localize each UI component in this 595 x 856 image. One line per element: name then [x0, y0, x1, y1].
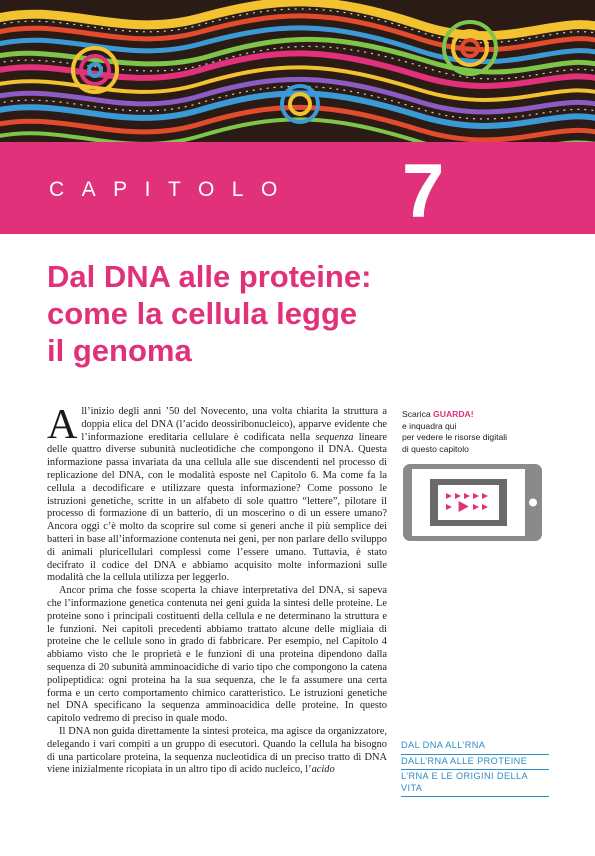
- drop-cap: A: [47, 402, 78, 448]
- topic-link-rna-proteins[interactable]: DALL’RNA ALLE PROTEINE: [401, 755, 549, 771]
- chapter-topics: [401, 739, 549, 797]
- abstract-pattern-illustration: [0, 0, 595, 142]
- guarda-line: e inquadra qui: [402, 420, 457, 431]
- intro-paragraph: All’inizio degli anni ’50 del Novecento, una volta chiarita la struttura a doppia elica del DNA (l’acido deossiribonucleico), apparve evidente che l’informazione ereditaria cellulare è codificata nella sequenza lineare delle quattro diverse subunità nucleotidiche che compongono il DNA. Questa informazione passa invariata da una cellula alle sue discendenti nel processo di replicazione del DNA, con le modalità esposte nel Capitolo 6. Ma come fa la cellula a decodificare e utilizzare questa informazione? Come possono le istruzioni genetiche, scritte in un alfabeto di sole quattro “lettere”, pilotare il processo di formazione di un batterio, di un moscerino o di un essere umano? Ancora oggi c’è molto da scoprire sul come si generi anche il più semplice dei batteri in base all’informazione contenuta nei geni, per non parlare dello sviluppo di animali pluricellulari complessi come l’essere umano. Tuttavia, è stato decifrato il codice del DNA e abbiamo acquisito molte informazioni sulle modalità che la cellula utilizza per leggerlo.: [47, 402, 387, 584]
- guarda-app-name: GUARDA!: [433, 409, 474, 419]
- tablet-qr-icon[interactable]: [402, 463, 543, 542]
- guarda-line: per vedere le risorse digitali: [402, 432, 508, 443]
- chapter-intro-text: [47, 402, 387, 777]
- chapter-title-line: come la cellula legge: [47, 296, 358, 331]
- topic-link-rna-origins[interactable]: L’RNA E LE ORIGINI DELLA VITA: [401, 770, 549, 797]
- guarda-line: di questo capitolo: [402, 443, 469, 454]
- chapter-title-line: il genoma: [47, 333, 192, 368]
- guarda-callout: [402, 409, 552, 455]
- chapter-label: CAPITOLO: [49, 178, 295, 201]
- chapter-title: [47, 258, 447, 369]
- guarda-line: Scarica GUARDA!: [402, 409, 474, 419]
- cover-artwork: [0, 0, 595, 142]
- chapter-number: 7: [402, 149, 445, 234]
- chapter-title-line: Dal DNA alle proteine:: [47, 259, 372, 294]
- topic-link-dna-rna[interactable]: DAL DNA ALL’RNA: [401, 739, 549, 755]
- body-paragraph: Il DNA non guida direttamente la sintesi proteica, ma agisce da organizzatore, delegando i vari compiti a un gruppo di esecutori. Quando la cellula ha bisogno di una particolare proteina, la sequenza nucleotidica di un preciso tratto di DNA viene inizialmente ricopiata in un altro tipo di acido nucleico, l’acido: [47, 725, 387, 776]
- body-paragraph: Ancor prima che fosse scoperta la chiave interpretativa del DNA, si sapeva che l’informazione genetica contenuta nei geni guida la sintesi delle proteine. Le proteine sono i principali costituenti della cellula e ne determinano la struttura e le funzioni. Nei capitoli precedenti abbiamo trattato alcune delle migliaia di proteine che le cellule sono in grado di fabbricare. Per esempio, nel Capitolo 4 abbiamo visto che le proprietà e le funzioni di una proteina dipendono dalla sequenza di 20 subunità amminoacidiche di vario tipo che compongono la catena polipeptidica: ogni proteina ha la sua sequenza, che le fa assumere una certa forma e un certo comportamento chimico caratteristico. Le istruzioni genetiche nel DNA specificano la sequenza amminoacidica delle proteine. In questo capitolo vedremo di preciso in quale modo.: [47, 585, 387, 725]
